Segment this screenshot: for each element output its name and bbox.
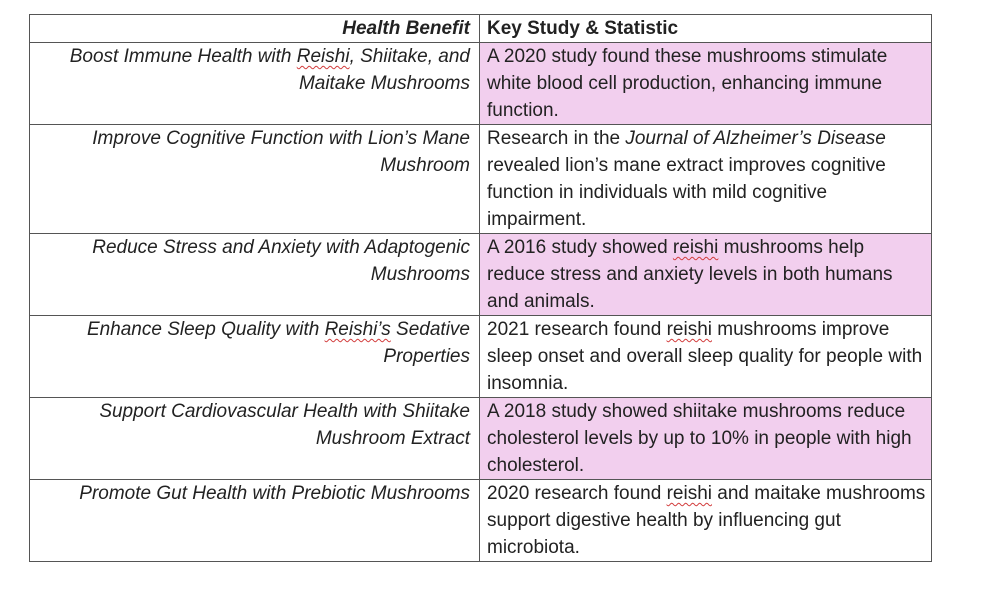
- benefit-cell: Promote Gut Health with Prebiotic Mushrooms: [30, 480, 480, 562]
- benefit-cell: Support Cardiovascular Health with Shiitake Mushroom Extract: [30, 398, 480, 480]
- table-header-row: [30, 15, 932, 43]
- benefit-text: Sedative Properties: [383, 319, 470, 367]
- benefit-cell: Reduce Stress and Anxiety with Adaptogenic Mushrooms: [30, 234, 480, 316]
- health-benefits-table: [29, 14, 932, 562]
- study-text: 2021 research found: [487, 319, 667, 340]
- journal-title: Journal of Alzheimer’s Disease: [625, 128, 886, 149]
- table-row: [30, 234, 932, 316]
- header-health-benefit: Health Benefit: [30, 15, 480, 43]
- study-text: 2020 research found: [487, 483, 667, 504]
- table-row: [30, 125, 932, 234]
- table-row: [30, 480, 932, 562]
- spellcheck-word: reishi: [666, 483, 712, 504]
- study-cell: [480, 480, 932, 562]
- study-text: A 2016 study showed: [487, 237, 673, 258]
- spellcheck-word: Reishi: [296, 46, 350, 67]
- study-cell: A 2018 study showed shiitake mushrooms reduce cholesterol levels by up to 10% in people with high cholesterol.: [480, 398, 932, 480]
- study-cell: A 2020 study found these mushrooms stimulate white blood cell production, enhancing immune function.: [480, 43, 932, 125]
- benefit-text: , Shiitake, and Maitake Mushrooms: [298, 46, 470, 94]
- table-row: [30, 398, 932, 480]
- spellcheck-word: Reishi’s: [324, 319, 391, 340]
- table-row: [30, 316, 932, 398]
- benefit-cell: [30, 316, 480, 398]
- study-text: Research in the: [487, 128, 626, 149]
- benefit-text: Boost Immune Health with: [69, 46, 297, 67]
- study-text: and maitake mushrooms support digestive health by influencing gut microbiota.: [487, 483, 926, 558]
- study-text: mushrooms help reduce stress and anxiety levels in both humans and animals.: [487, 237, 893, 312]
- study-cell: [480, 125, 932, 234]
- table-row: [30, 43, 932, 125]
- benefit-cell: Improve Cognitive Function with Lion’s Mane Mushroom: [30, 125, 480, 234]
- header-key-study: Key Study & Statistic: [480, 15, 932, 43]
- study-cell: [480, 316, 932, 398]
- spellcheck-word: reishi: [666, 319, 712, 340]
- benefit-cell: [30, 43, 480, 125]
- study-text: revealed lion’s mane extract improves cognitive function in individuals with mild cognitive impairment.: [487, 155, 886, 230]
- study-cell: [480, 234, 932, 316]
- spellcheck-word: reishi: [672, 237, 719, 258]
- benefit-text: Enhance Sleep Quality with: [86, 319, 325, 340]
- study-text: mushrooms improve sleep onset and overall sleep quality for people with insomnia.: [487, 319, 923, 394]
